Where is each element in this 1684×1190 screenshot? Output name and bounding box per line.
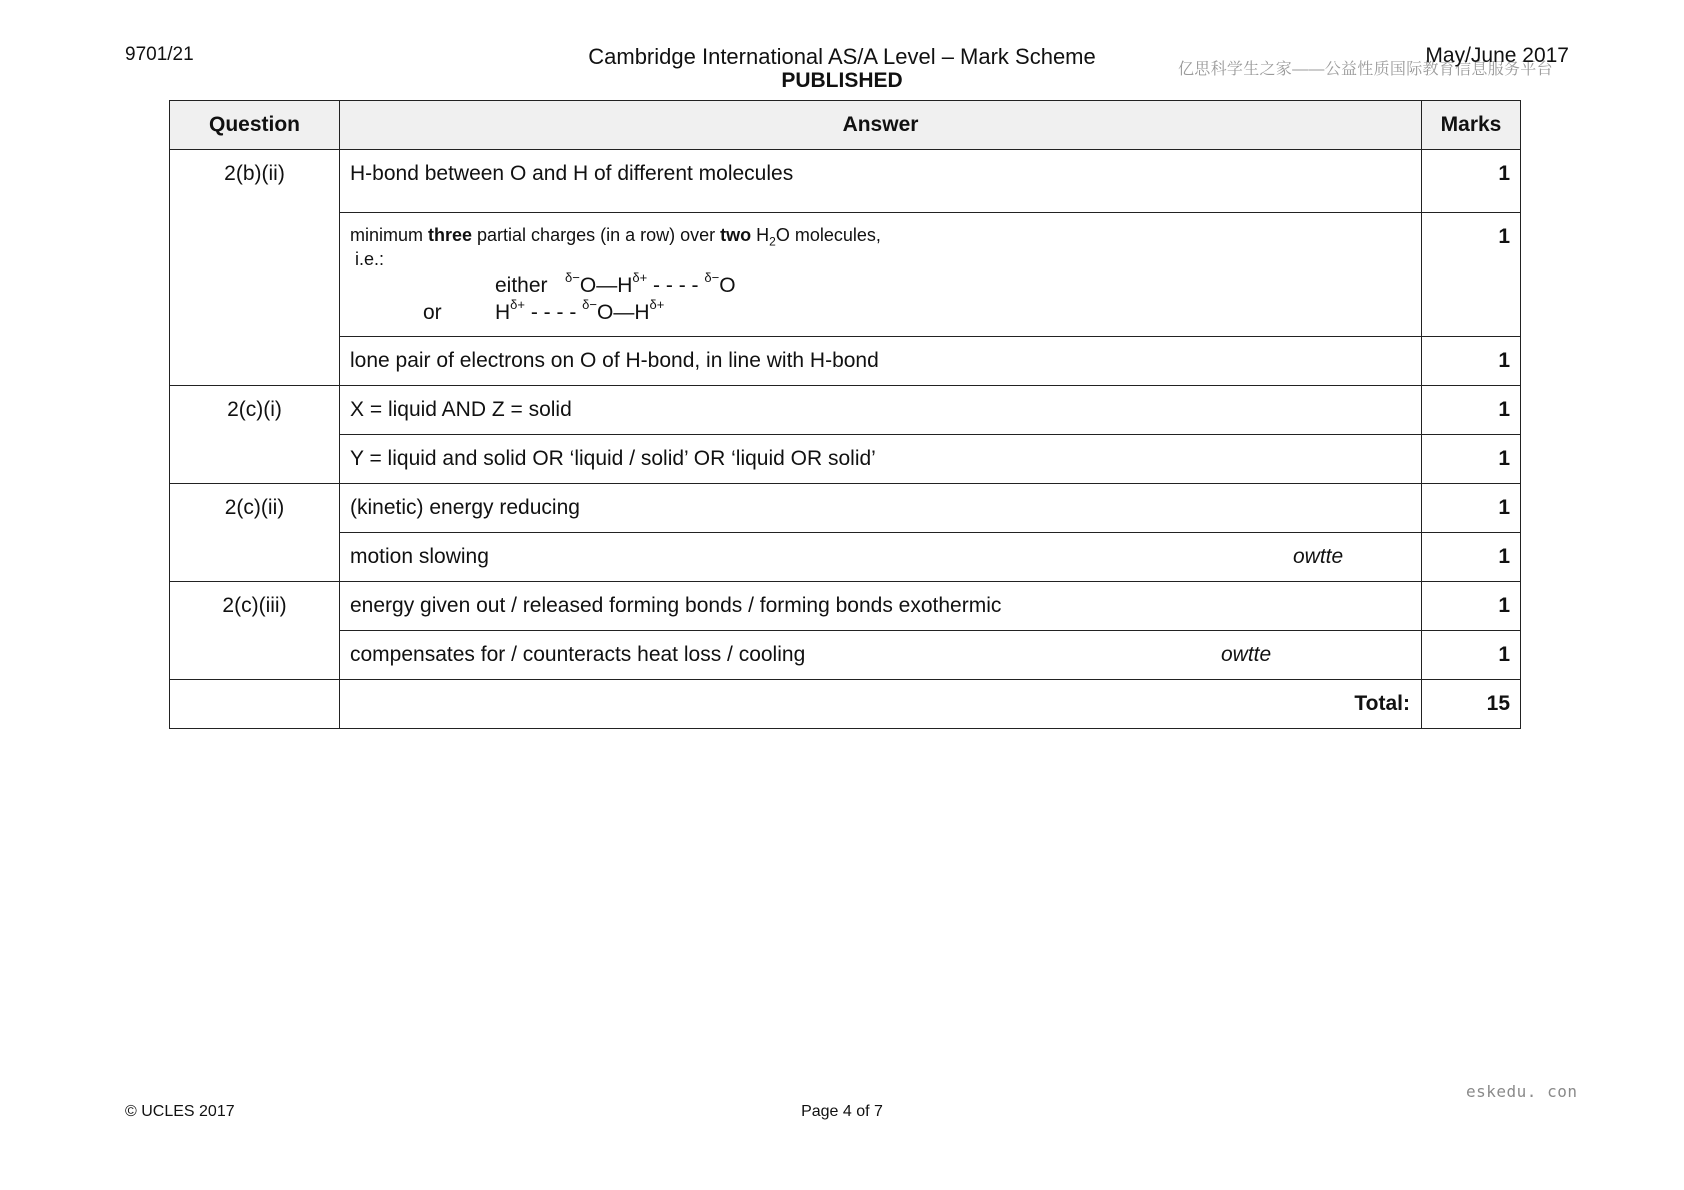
table-row [170,533,1521,582]
answer-text: energy given out / released forming bonds / forming bonds exothermic [340,582,1422,631]
answer-text: H-bond between O and H of different molecules [340,150,1422,213]
question-number: 2(c)(ii) [170,484,340,582]
mark-value: 1 [1422,484,1521,533]
marks-header: Marks [1422,101,1521,150]
table-header-row [170,101,1521,150]
total-value: 15 [1422,680,1521,729]
table-row [170,582,1521,631]
table-row [170,386,1521,435]
formula-line-or-expression: $H^{\delta+}$ - - - - $^{\delta-}O—H^{\delta+}$ [495,296,665,324]
table-row [170,337,1521,386]
document-status: PUBLISHED [781,69,903,92]
partial-charge-instruction: minimum three partial charges (in a row) over two $H_2O$ molecules, [350,225,881,249]
mark-value: 1 [1422,337,1521,386]
mark-scheme-table [169,100,1521,729]
answer-text [340,213,1422,337]
owtte-note: owtte [1293,545,1344,568]
exam-session: May/June 2017 [1425,44,1569,67]
answer-text [340,533,1422,582]
table-row [170,150,1521,213]
mark-value: 1 [1422,213,1521,337]
formula-line-or: or [423,300,442,324]
answer-text-main: compensates for / counteracts heat loss / cooling [350,643,806,666]
total-label: Total: [340,680,1422,729]
answer-text-main: motion slowing [350,545,489,568]
mark-value: 1 [1422,435,1521,484]
footer-copyright: © UCLES 2017 [125,1103,235,1120]
table-row [170,213,1521,337]
table-row [170,484,1521,533]
formula-line-either: either $^{\delta-}O—H^{\delta+}$ - - - - $^{\delta-}$O [495,269,736,297]
answer-text [340,631,1422,680]
answer-text: (kinetic) energy reducing [340,484,1422,533]
question-number: 2(c)(i) [170,386,340,484]
answer-header: Answer [340,101,1422,150]
question-number: 2(b)(ii) [170,150,340,386]
page-number: Page 4 of 7 [801,1103,883,1120]
watermark-text: 亿思科学生之家——公益性质国际教育信息服务平台 [1178,61,1553,78]
table-row [170,631,1521,680]
answer-text: lone pair of electrons on O of H-bond, in line with H-bond [340,337,1422,386]
total-row [170,680,1521,729]
answer-text: Y = liquid and solid OR ‘liquid / solid’ OR ‘liquid OR solid’ [340,435,1422,484]
question-header: Question [170,101,340,150]
ie-label: i.e.: [355,248,385,269]
owtte-note: owtte [1221,643,1272,666]
mark-value: 1 [1422,533,1521,582]
empty-cell [170,680,340,729]
answer-text: X = liquid AND Z = solid [340,386,1422,435]
document-title: Cambridge International AS/A Level – Mark Scheme [588,44,1096,69]
mark-value: 1 [1422,582,1521,631]
table-row [170,435,1521,484]
watermark-site: eskedu. con [1466,1082,1578,1101]
paper-code: 9701/21 [125,44,194,65]
question-number: 2(c)(iii) [170,582,340,680]
hydrogen-bond-formula [350,270,1411,330]
mark-value: 1 [1422,386,1521,435]
mark-value: 1 [1422,150,1521,213]
mark-value: 1 [1422,631,1521,680]
